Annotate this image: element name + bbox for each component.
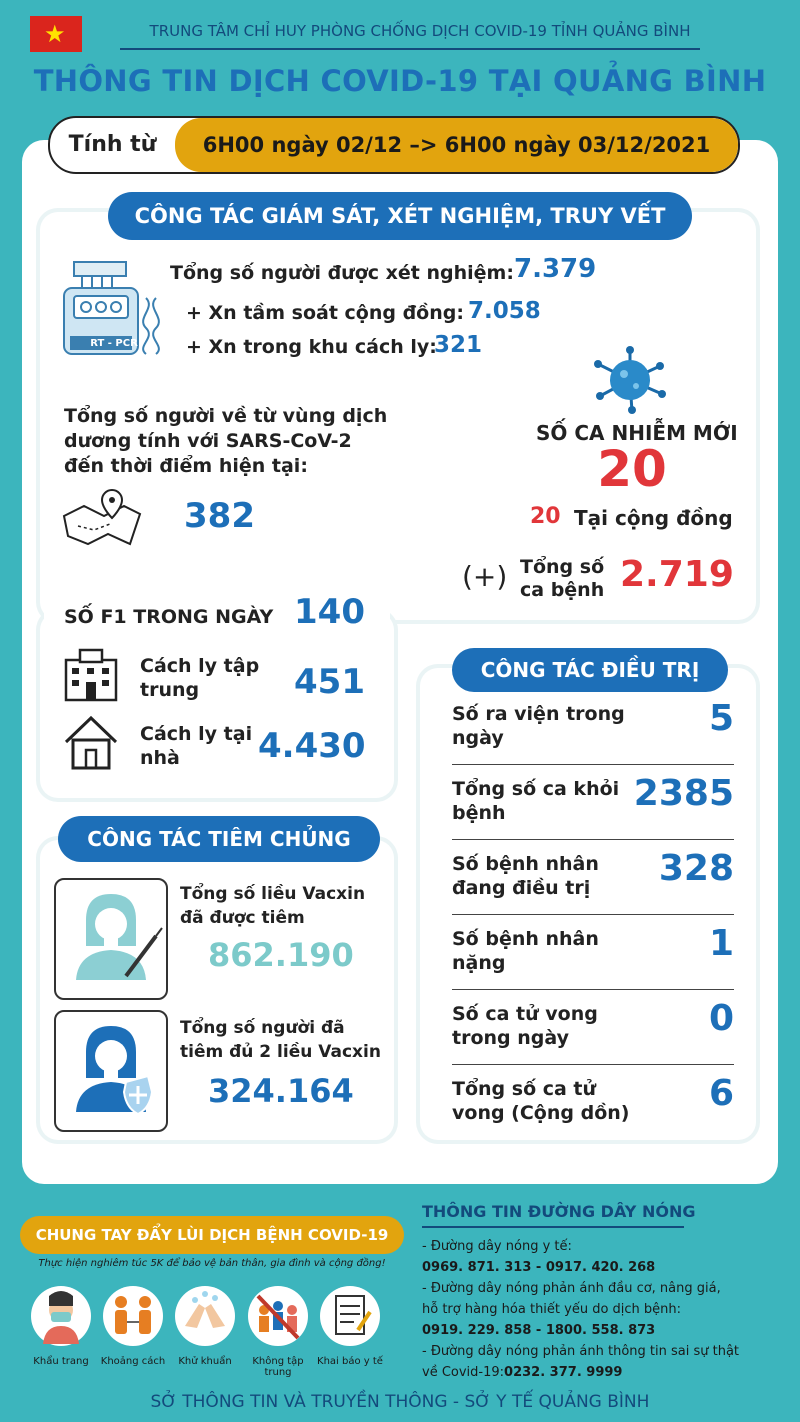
vietnam-flag-icon: ★ — [30, 16, 82, 52]
treatment-row-divider — [452, 989, 734, 990]
vaccine-syringe-icon — [56, 880, 166, 998]
returnees-label: Tổng số người về từ vùng dịch dương tính với SARS-CoV-2 đến thời điểm hiện tại: — [64, 405, 388, 477]
shield-person-icon — [56, 1012, 166, 1130]
virus-icon — [592, 346, 668, 414]
returnees-value: 382 — [184, 496, 255, 536]
surveillance-title: CÔNG TÁC GIÁM SÁT, XÉT NGHIỆM, TRUY VẾT — [108, 192, 692, 240]
treatment-row-value: 2385 — [633, 773, 734, 814]
tested-value: 7.379 — [514, 254, 597, 284]
hotline-number[interactable]: 0232. 377. 9999 — [504, 1365, 623, 1380]
campaign-item-label: Khai báo y tế — [317, 1356, 383, 1367]
treatment-row-label: Số bệnh nhân nặng — [452, 928, 599, 974]
treatment-row-label: Số bệnh nhân đang điều trị — [452, 853, 599, 899]
distance-icon — [103, 1286, 163, 1346]
treatment-row-label: Số ra viện trong ngày — [452, 703, 625, 749]
total-cases-value: 2.719 — [620, 554, 734, 595]
community-cases-label: Tại cộng đồng — [574, 506, 733, 530]
hotline-number[interactable]: 0919. 229. 858 - 1800. 558. 873 — [422, 1323, 656, 1338]
date-range — [48, 116, 740, 174]
organization-name: TRUNG TÂM CHỈ HUY PHÒNG CHỐNG DỊCH COVID-19 TỈNH QUẢNG BÌNH — [149, 22, 691, 40]
treatment-row-value: 5 — [708, 698, 734, 739]
house-icon — [62, 714, 120, 770]
treatment-row-label: Tổng số ca khỏi bệnh — [452, 778, 620, 824]
header-divider — [120, 48, 700, 50]
total-cases-label: Tổng số ca bệnh — [520, 556, 605, 601]
fully-vaccinated-image — [54, 1010, 168, 1132]
page-title: THÔNG TIN DỊCH COVID-19 TẠI QUẢNG BÌNH — [33, 64, 767, 98]
date-value: 6H00 ngày 02/12 –> 6H00 ngày 03/12/2021 — [175, 118, 738, 172]
treatment-row-divider — [452, 914, 734, 915]
f1-card — [40, 612, 394, 798]
community-test-label: + Xn tầm soát cộng đồng: — [186, 302, 464, 324]
campaign-item-label: Khoảng cách — [100, 1356, 166, 1367]
vaccination-title: CÔNG TÁC TIÊM CHỦNG — [58, 816, 380, 862]
vaccine-doses-value: 862.190 — [208, 936, 354, 974]
treatment-row-divider — [452, 764, 734, 765]
hotline-line: - Đường dây nóng phản ánh thông tin sai sự thật — [422, 1344, 740, 1359]
treatment-row-label: Số ca tử vong trong ngày — [452, 1003, 598, 1049]
mask-icon — [31, 1286, 91, 1346]
campaign-subtitle: Thực hiện nghiêm túc 5K để bảo vệ bản thân, gia đình và cộng đồng! — [38, 1258, 386, 1269]
treatment-title: CÔNG TÁC ĐIỀU TRỊ — [452, 648, 728, 692]
treatment-row-divider — [452, 1064, 734, 1065]
community-test-value: 7.058 — [468, 298, 541, 324]
hotline-line: về Covid-19: — [422, 1365, 505, 1380]
campaign-title: CHUNG TAY ĐẨY LÙI DỊCH BỆNH COVID-19 — [20, 1216, 404, 1254]
hotline-line: - Đường dây nóng phản ánh đầu cơ, nâng giá, — [422, 1281, 721, 1296]
quarantine-test-label: + Xn trong khu cách ly: — [186, 336, 437, 358]
hotline-block — [422, 1236, 792, 1383]
vaccine-dose-image — [54, 878, 168, 1000]
fully-vaccinated-label: Tổng số người đã tiêm đủ 2 liều Vacxin — [180, 1018, 381, 1062]
home-quarantine-value: 4.430 — [258, 726, 366, 766]
date-label: Tính từ — [68, 132, 157, 157]
hotline-line: - Đường dây nóng y tế: — [422, 1239, 572, 1254]
footer: SỞ THÔNG TIN VÀ TRUYỀN THÔNG - SỞ Y TẾ QUẢNG BÌNH — [150, 1392, 650, 1412]
new-cases-label: SỐ CA NHIỄM MỚI — [536, 421, 738, 445]
treatment-row-value: 1 — [708, 923, 734, 964]
treatment-row-value: 0 — [708, 998, 734, 1039]
community-cases-value: 20 — [530, 504, 561, 529]
vaccine-doses-label: Tổng số liều Vacxin đã được tiêm — [180, 884, 366, 928]
hotline-number[interactable]: 0969. 871. 313 - 0917. 420. 268 — [422, 1260, 656, 1275]
treatment-row-value: 328 — [658, 848, 734, 889]
new-cases-value: 20 — [597, 440, 667, 498]
campaign-item-label: Khử khuẩn — [178, 1356, 232, 1367]
hotline-divider — [422, 1226, 684, 1228]
health-declaration-icon — [320, 1286, 380, 1346]
f1-label: SỐ F1 TRONG NGÀY — [64, 606, 274, 628]
hand-sanitize-icon — [175, 1286, 235, 1346]
hotline-title: THÔNG TIN ĐƯỜNG DÂY NÓNG — [422, 1202, 696, 1221]
plus-sign: (+) — [462, 560, 508, 593]
campaign-item-label: Không tập trung — [252, 1356, 304, 1378]
central-quarantine-value: 451 — [294, 662, 365, 702]
treatment-row-value: 6 — [708, 1073, 734, 1114]
central-quarantine-label: Cách ly tập trung — [140, 655, 260, 701]
home-quarantine-label: Cách ly tại nhà — [140, 723, 253, 769]
tested-label: Tổng số người được xét nghiệm: — [170, 262, 514, 284]
f1-value: 140 — [294, 592, 365, 632]
rt-pcr-label: RT - PCR — [90, 338, 138, 349]
hotline-line: hỗ trợ hàng hóa thiết yếu do dịch bệnh: — [422, 1302, 682, 1317]
treatment-row-divider — [452, 839, 734, 840]
fully-vaccinated-value: 324.164 — [208, 1072, 354, 1110]
building-icon — [62, 648, 120, 702]
treatment-row-label: Tổng số ca tử vong (Cộng dồn) — [452, 1078, 630, 1124]
map-location-icon — [60, 486, 144, 548]
campaign-item-label: Khẩu trang — [33, 1356, 89, 1367]
no-gathering-icon — [248, 1286, 308, 1346]
quarantine-test-value: 321 — [434, 332, 483, 358]
